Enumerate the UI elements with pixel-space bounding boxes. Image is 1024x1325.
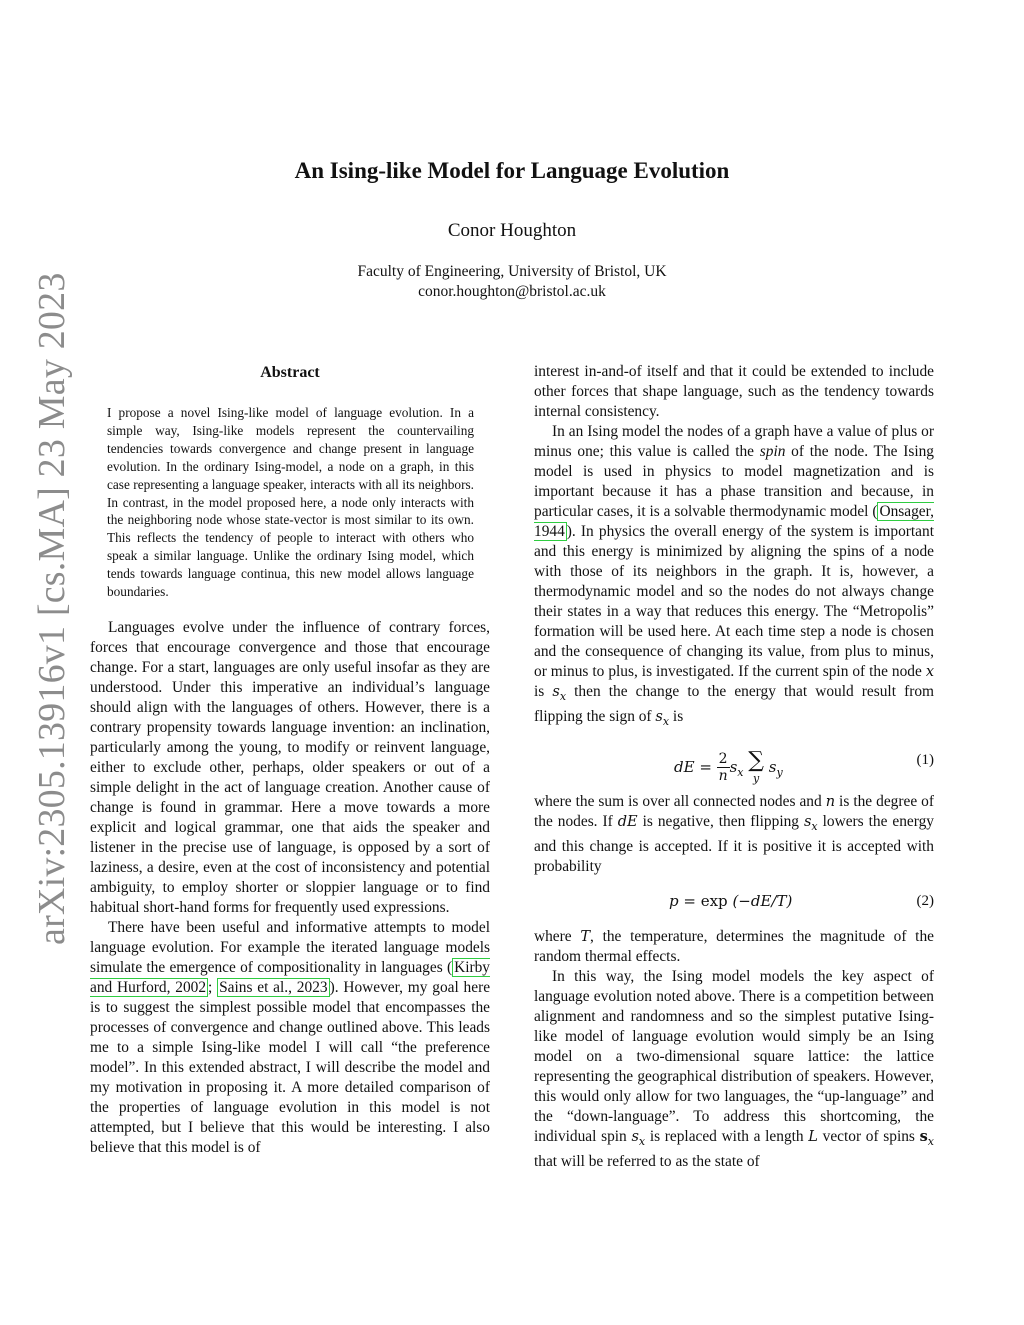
left-column — [90, 618, 490, 1158]
abstract-text: I propose a novel Ising-like model of language evolution. In a simple way, Ising-like models represent the countervailing tendencies towards convergence and change present in language evolution. In the ordinary Ising-model, a node on a graph, in this case representing a language speaker, interacts with all its neighbors. In contrast, in the model proposed here, a node only interacts with the neighboring node whose state-vector is most similar to its own. This reflects the tendency of people to interact with others who speak a similar language. Unlike the ordinary Ising model, which tends towards language continua, this new model allows language boundaries. — [107, 405, 474, 600]
equation-number: (2) — [916, 892, 934, 909]
paragraph: In this way, the Ising model models the key aspect of language evolution noted above. There is a competition between alignment and randomness and so the simplest putative Ising-like model of language evolution would simply be an Ising model on a two-dimensional square lattice: the lattice representing the geographical distribution of speakers. However, this would only allow for two languages, the “up-language” and the “down-language”. To address this shortcoming, the individual spin $s_x$ is replaced with a length L vector of spins $s_x$ that will be referred to as the state of — [534, 967, 934, 1170]
arxiv-identifier: arXiv:2305.13916v1 [cs.MA] 23 May 2023 — [31, 272, 73, 945]
affiliation: Faculty of Engineering, University of Bristol, UK — [357, 263, 667, 280]
citation-link[interactable]: Sains et al., 2023 — [219, 979, 328, 996]
affiliation-block — [0, 262, 1024, 302]
citation-link[interactable]: Onsager, 1944 — [534, 503, 934, 540]
equation-2: p = exp (−dE/T) (2) — [669, 891, 934, 910]
author-name: Conor Houghton — [447, 220, 577, 241]
abstract-heading: Abstract — [260, 364, 320, 381]
paper-title: An Ising-like Model for Language Evolution — [294, 158, 730, 183]
paragraph: interest in-and-of itself and that it could be extended to include other forces that shape language, such as the tendency towards internal consistency. — [534, 363, 934, 420]
author-email[interactable]: conor.houghton@bristol.ac.uk — [418, 283, 606, 300]
paragraph: where the sum is over all connected nodes and n is the degree of the nodes. If dE is negative, then flipping $s_x$ lowers the energy and this change is accepted. If it is positive it is accepted with probability — [534, 792, 934, 875]
right-column — [534, 362, 934, 1172]
paragraph: In an Ising model the nodes of a graph have a value of plus or minus one; this value is called the spin of the node. The Ising model is used in physics to model magnetization and is important because it has a phase transition and because, in particular cases, it is a solvable thermodynamic model ( Onsager, 1944 ). In physics the overall energy of the system is important and this energy is minimized by aligning the spins of a node with those of its neighbors in the graph. It is, however, a thermodynamic model and so the nodes do not always change their states in a way that reduces this energy. The “Metropolis” formation will be used here. At each time step a node is chosen and the consequence of changing its value, from plus to minus, or minus to plus, is investigated. If the current spin of the node x is $s_x$ then the change to the energy that would result from flipping the sign of $s_x$ is — [534, 423, 934, 728]
paragraph: There have been useful and informative attempts to model language evolution. For example the iterated language models simulate the emergence of compositionality in languages ( Kirby and Hurford, 2002 ; Sains et al., 2023 ). However, my goal here is to suggest the simplest possible model that encompasses the processes of convergence and change outlined above. This leads me to a simple Ising-like model I will call “the preference model”. In this extended abstract, I will describe the model and my motivation in proposing it. A more detailed comparison of the properties of language evolution in this model is not attempted, but I believe that this would be interesting. I also believe that this model is of — [90, 919, 491, 1156]
citation-link[interactable]: Kirby and Hurford, 2002 — [90, 959, 490, 996]
paragraph: where T, the temperature, determines the magnitude of the random thermal effects. — [534, 927, 934, 965]
paragraph: Languages evolve under the influence of contrary forces, forces that encourage convergence and those that encourage change. For a start, languages are only useful insofar as they are understood. Under this imperative an individual’s language should align with the languages of others. However, there is a contrary propensity towards language invention: an inclination, particularly among the young, to modify or reinvent language, either to exclude other, perhaps, older speakers or out of a simple delight in the act of language creation. Another cause of change is found in grammar. Here a move towards a more explicit and logical grammar, one that aids the speaker and listener in the precise use of language, is opposed by a sort of laziness, a desire, even at the cost of inconsistency and potential ambiguity, to employ shorter or sloppier language or to find habitual short-hand forms for frequently used expressions. — [90, 619, 490, 916]
equation-1: dE = $\frac{2}{n}$ $s_x$ ∑ y $s_y$ (1) — [674, 747, 934, 785]
equation-number: (1) — [916, 751, 934, 768]
